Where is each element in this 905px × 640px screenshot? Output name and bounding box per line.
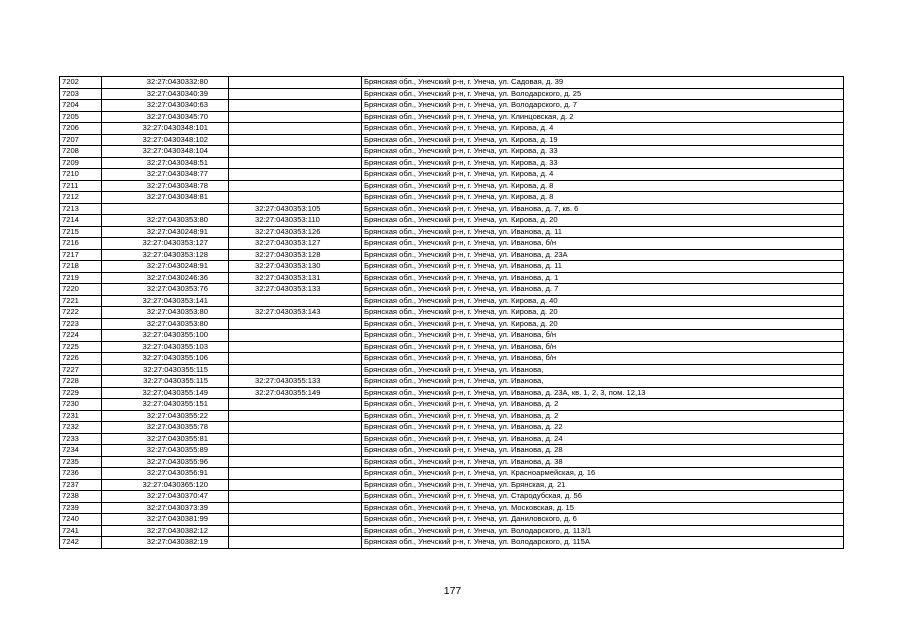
row-number-cell: 7219 bbox=[60, 272, 102, 284]
related-cadastral-number-cell bbox=[229, 111, 362, 123]
address-cell: Брянская обл., Унечский р-н, г. Унеча, ул. Володарского, д. 7 bbox=[362, 100, 844, 112]
table-row bbox=[60, 146, 844, 158]
address-cell: Брянская обл., Унечский р-н, г. Унеча, ул. Кирова, д. 20 bbox=[362, 307, 844, 319]
address-cell: Брянская обл., Унечский р-н, г. Унеча, ул. Кирова, д. 8 bbox=[362, 180, 844, 192]
row-number-cell: 7216 bbox=[60, 238, 102, 250]
cadastral-number-cell: 32:27:0430355:115 bbox=[102, 376, 229, 388]
table-row bbox=[60, 238, 844, 250]
table-row bbox=[60, 226, 844, 238]
table-row bbox=[60, 537, 844, 549]
related-cadastral-number-cell bbox=[229, 146, 362, 158]
address-cell: Брянская обл., Унечский р-н, г. Унеча, ул. Иванова, д. 2 bbox=[362, 399, 844, 411]
address-cell: Брянская обл., Унечский р-н, г. Унеча, ул. Иванова, д. 24 bbox=[362, 433, 844, 445]
related-cadastral-number-cell bbox=[229, 88, 362, 100]
cadastral-number-cell: 32:27:0430382:19 bbox=[102, 537, 229, 549]
table-row bbox=[60, 433, 844, 445]
related-cadastral-number-cell bbox=[229, 353, 362, 365]
related-cadastral-number-cell: 32:27:0430353:105 bbox=[229, 203, 362, 215]
row-number-cell: 7203 bbox=[60, 88, 102, 100]
address-cell: Брянская обл., Унечский р-н, г. Унеча, ул. Иванова, д. 23А bbox=[362, 249, 844, 261]
row-number-cell: 7240 bbox=[60, 514, 102, 526]
row-number-cell: 7222 bbox=[60, 307, 102, 319]
cadastral-number-cell: 32:27:0430355:106 bbox=[102, 353, 229, 365]
related-cadastral-number-cell bbox=[229, 157, 362, 169]
address-cell: Брянская обл., Унечский р-н, г. Унеча, ул. Иванова, б/н bbox=[362, 353, 844, 365]
page-number: 177 bbox=[443, 585, 462, 597]
row-number-cell: 7218 bbox=[60, 261, 102, 273]
cadastral-number-cell: 32:27:0430348:77 bbox=[102, 169, 229, 181]
cadastral-number-cell: 32:27:0430382:12 bbox=[102, 525, 229, 537]
address-cell: Брянская обл., Унечский р-н, г. Унеча, ул. Иванова, д. 28 bbox=[362, 445, 844, 457]
table-row bbox=[60, 157, 844, 169]
row-number-cell: 7239 bbox=[60, 502, 102, 514]
address-cell: Брянская обл., Унечский р-н, г. Унеча, ул. Кирова, д. 20 bbox=[362, 318, 844, 330]
registry-table bbox=[59, 76, 844, 549]
related-cadastral-number-cell: 32:27:0430353:110 bbox=[229, 215, 362, 227]
table-row bbox=[60, 468, 844, 480]
table-row bbox=[60, 261, 844, 273]
cadastral-number-cell: 32:27:0430355:100 bbox=[102, 330, 229, 342]
address-cell: Брянская обл., Унечский р-н, г. Унеча, ул. Иванова, д. 22 bbox=[362, 422, 844, 434]
row-number-cell: 7225 bbox=[60, 341, 102, 353]
cadastral-number-cell: 32:27:0430348:51 bbox=[102, 157, 229, 169]
cadastral-number-cell: 32:27:0430353:76 bbox=[102, 284, 229, 296]
row-number-cell: 7237 bbox=[60, 479, 102, 491]
row-number-cell: 7221 bbox=[60, 295, 102, 307]
cadastral-number-cell: 32:27:0430355:151 bbox=[102, 399, 229, 411]
table-row bbox=[60, 77, 844, 89]
table-row bbox=[60, 249, 844, 261]
address-cell: Брянская обл., Унечский р-н, г. Унеча, ул. Володарского, д. 113/1 bbox=[362, 525, 844, 537]
row-number-cell: 7234 bbox=[60, 445, 102, 457]
related-cadastral-number-cell: 32:27:0430353:131 bbox=[229, 272, 362, 284]
related-cadastral-number-cell bbox=[229, 192, 362, 204]
table-row bbox=[60, 88, 844, 100]
registry-table-body bbox=[60, 77, 844, 549]
cadastral-number-cell: 32:27:0430373:39 bbox=[102, 502, 229, 514]
related-cadastral-number-cell: 32:27:0430353:133 bbox=[229, 284, 362, 296]
address-cell: Брянская обл., Унечский р-н, г. Унеча, ул. Иванова, bbox=[362, 364, 844, 376]
row-number-cell: 7226 bbox=[60, 353, 102, 365]
cadastral-number-cell: 32:27:0430355:96 bbox=[102, 456, 229, 468]
related-cadastral-number-cell: 32:27:0430353:127 bbox=[229, 238, 362, 250]
cadastral-number-cell: 32:27:0430332:80 bbox=[102, 77, 229, 89]
related-cadastral-number-cell bbox=[229, 525, 362, 537]
cadastral-number-cell: 32:27:0430248:91 bbox=[102, 261, 229, 273]
table-row bbox=[60, 123, 844, 135]
cadastral-number-cell: 32:27:0430353:80 bbox=[102, 215, 229, 227]
related-cadastral-number-cell bbox=[229, 77, 362, 89]
related-cadastral-number-cell bbox=[229, 422, 362, 434]
row-number-cell: 7229 bbox=[60, 387, 102, 399]
cadastral-number-cell: 32:27:0430353:127 bbox=[102, 238, 229, 250]
cadastral-number-cell bbox=[102, 203, 229, 215]
related-cadastral-number-cell bbox=[229, 399, 362, 411]
cadastral-number-cell: 32:27:0430246:36 bbox=[102, 272, 229, 284]
row-number-cell: 7224 bbox=[60, 330, 102, 342]
table-row bbox=[60, 330, 844, 342]
cadastral-number-cell: 32:27:0430353:80 bbox=[102, 318, 229, 330]
address-cell: Брянская обл., Унечский р-н, г. Унеча, ул. Кирова, д. 19 bbox=[362, 134, 844, 146]
table-row bbox=[60, 502, 844, 514]
related-cadastral-number-cell: 32:27:0430355:133 bbox=[229, 376, 362, 388]
related-cadastral-number-cell: 32:27:0430353:126 bbox=[229, 226, 362, 238]
row-number-cell: 7232 bbox=[60, 422, 102, 434]
row-number-cell: 7210 bbox=[60, 169, 102, 181]
address-cell: Брянская обл., Унечский р-н, г. Унеча, ул. Иванова, bbox=[362, 376, 844, 388]
table-row bbox=[60, 364, 844, 376]
row-number-cell: 7235 bbox=[60, 456, 102, 468]
cadastral-number-cell: 32:27:0430348:78 bbox=[102, 180, 229, 192]
related-cadastral-number-cell bbox=[229, 410, 362, 422]
address-cell: Брянская обл., Унечский р-н, г. Унеча, ул. Иванова, б/н bbox=[362, 330, 844, 342]
cadastral-number-cell: 32:27:0430340:63 bbox=[102, 100, 229, 112]
cadastral-number-cell: 32:27:0430348:104 bbox=[102, 146, 229, 158]
cadastral-number-cell: 32:27:0430340:39 bbox=[102, 88, 229, 100]
address-cell: Брянская обл., Унечский р-н, г. Унеча, ул. Кирова, д. 4 bbox=[362, 123, 844, 135]
cadastral-number-cell: 32:27:0430345:70 bbox=[102, 111, 229, 123]
address-cell: Брянская обл., Унечский р-н, г. Унеча, ул. Кирова, д. 4 bbox=[362, 169, 844, 181]
row-number-cell: 7208 bbox=[60, 146, 102, 158]
table-row bbox=[60, 445, 844, 457]
cadastral-number-cell: 32:27:0430356:91 bbox=[102, 468, 229, 480]
table-row bbox=[60, 353, 844, 365]
related-cadastral-number-cell bbox=[229, 123, 362, 135]
cadastral-number-cell: 32:27:0430355:149 bbox=[102, 387, 229, 399]
table-row bbox=[60, 341, 844, 353]
row-number-cell: 7204 bbox=[60, 100, 102, 112]
related-cadastral-number-cell bbox=[229, 364, 362, 376]
address-cell: Брянская обл., Унечский р-н, г. Унеча, ул. Иванова, б/н bbox=[362, 238, 844, 250]
address-cell: Брянская обл., Унечский р-н, г. Унеча, ул. Кирова, д. 40 bbox=[362, 295, 844, 307]
related-cadastral-number-cell bbox=[229, 295, 362, 307]
related-cadastral-number-cell bbox=[229, 479, 362, 491]
address-cell: Брянская обл., Унечский р-н, г. Унеча, ул. Иванова, б/н bbox=[362, 341, 844, 353]
cadastral-number-cell: 32:27:0430355:78 bbox=[102, 422, 229, 434]
table-row bbox=[60, 387, 844, 399]
table-row bbox=[60, 284, 844, 296]
row-number-cell: 7241 bbox=[60, 525, 102, 537]
table-row bbox=[60, 479, 844, 491]
address-cell: Брянская обл., Унечский р-н, г. Унеча, ул. Иванова, д. 11 bbox=[362, 261, 844, 273]
table-row bbox=[60, 295, 844, 307]
cadastral-number-cell: 32:27:0430355:115 bbox=[102, 364, 229, 376]
table-row bbox=[60, 111, 844, 123]
address-cell: Брянская обл., Унечский р-н, г. Унеча, ул. Иванова, д. 11 bbox=[362, 226, 844, 238]
related-cadastral-number-cell: 32:27:0430355:149 bbox=[229, 387, 362, 399]
address-cell: Брянская обл., Унечский р-н, г. Унеча, ул. Стародубская, д. 56 bbox=[362, 491, 844, 503]
row-number-cell: 7231 bbox=[60, 410, 102, 422]
cadastral-number-cell: 32:27:0430355:81 bbox=[102, 433, 229, 445]
table-row bbox=[60, 376, 844, 388]
related-cadastral-number-cell bbox=[229, 330, 362, 342]
address-cell: Брянская обл., Унечский р-н, г. Унеча, ул. Иванова, д. 1 bbox=[362, 272, 844, 284]
address-cell: Брянская обл., Унечский р-н, г. Унеча, ул. Даниловского, д. 6 bbox=[362, 514, 844, 526]
table-row bbox=[60, 491, 844, 503]
table-row bbox=[60, 215, 844, 227]
row-number-cell: 7202 bbox=[60, 77, 102, 89]
cadastral-number-cell: 32:27:0430353:128 bbox=[102, 249, 229, 261]
address-cell: Брянская обл., Унечский р-н, г. Унеча, ул. Брянская, д. 21 bbox=[362, 479, 844, 491]
cadastral-number-cell: 32:27:0430353:141 bbox=[102, 295, 229, 307]
address-cell: Брянская обл., Унечский р-н, г. Унеча, ул. Иванова, д. 38 bbox=[362, 456, 844, 468]
related-cadastral-number-cell: 32:27:0430353:128 bbox=[229, 249, 362, 261]
address-cell: Брянская обл., Унечский р-н, г. Унеча, ул. Володарского, д. 115А bbox=[362, 537, 844, 549]
cadastral-number-cell: 32:27:0430355:89 bbox=[102, 445, 229, 457]
related-cadastral-number-cell bbox=[229, 134, 362, 146]
row-number-cell: 7214 bbox=[60, 215, 102, 227]
address-cell: Брянская обл., Унечский р-н, г. Унеча, ул. Клинцовская, д. 2 bbox=[362, 111, 844, 123]
table-row bbox=[60, 525, 844, 537]
table-row bbox=[60, 203, 844, 215]
row-number-cell: 7211 bbox=[60, 180, 102, 192]
table-row bbox=[60, 134, 844, 146]
address-cell: Брянская обл., Унечский р-н, г. Унеча, ул. Кирова, д. 8 bbox=[362, 192, 844, 204]
related-cadastral-number-cell bbox=[229, 318, 362, 330]
cadastral-number-cell: 32:27:0430370:47 bbox=[102, 491, 229, 503]
table-row bbox=[60, 169, 844, 181]
row-number-cell: 7205 bbox=[60, 111, 102, 123]
related-cadastral-number-cell bbox=[229, 180, 362, 192]
table-row bbox=[60, 272, 844, 284]
address-cell: Брянская обл., Унечский р-н, г. Унеча, ул. Красноармейская, д. 16 bbox=[362, 468, 844, 480]
table-row bbox=[60, 410, 844, 422]
table-row bbox=[60, 100, 844, 112]
cadastral-number-cell: 32:27:0430355:22 bbox=[102, 410, 229, 422]
address-cell: Брянская обл., Унечский р-н, г. Унеча, ул. Кирова, д. 33 bbox=[362, 146, 844, 158]
cadastral-number-cell: 32:27:0430355:103 bbox=[102, 341, 229, 353]
related-cadastral-number-cell bbox=[229, 341, 362, 353]
related-cadastral-number-cell bbox=[229, 169, 362, 181]
cadastral-number-cell: 32:27:0430381:99 bbox=[102, 514, 229, 526]
row-number-cell: 7206 bbox=[60, 123, 102, 135]
row-number-cell: 7220 bbox=[60, 284, 102, 296]
address-cell: Брянская обл., Унечский р-н, г. Унеча, ул. Московская, д. 15 bbox=[362, 502, 844, 514]
related-cadastral-number-cell bbox=[229, 514, 362, 526]
cadastral-number-cell: 32:27:0430353:80 bbox=[102, 307, 229, 319]
related-cadastral-number-cell bbox=[229, 433, 362, 445]
related-cadastral-number-cell bbox=[229, 100, 362, 112]
cadastral-number-cell: 32:27:0430348:81 bbox=[102, 192, 229, 204]
row-number-cell: 7242 bbox=[60, 537, 102, 549]
cadastral-number-cell: 32:27:0430248:91 bbox=[102, 226, 229, 238]
address-cell: Брянская обл., Унечский р-н, г. Унеча, ул. Кирова, д. 33 bbox=[362, 157, 844, 169]
table-row bbox=[60, 307, 844, 319]
row-number-cell: 7212 bbox=[60, 192, 102, 204]
row-number-cell: 7238 bbox=[60, 491, 102, 503]
row-number-cell: 7213 bbox=[60, 203, 102, 215]
table-row bbox=[60, 318, 844, 330]
address-cell: Брянская обл., Унечский р-н, г. Унеча, ул. Кирова, д. 20 bbox=[362, 215, 844, 227]
related-cadastral-number-cell bbox=[229, 468, 362, 480]
row-number-cell: 7236 bbox=[60, 468, 102, 480]
row-number-cell: 7227 bbox=[60, 364, 102, 376]
table-row bbox=[60, 192, 844, 204]
related-cadastral-number-cell bbox=[229, 445, 362, 457]
address-cell: Брянская обл., Унечский р-н, г. Унеча, ул. Иванова, д. 2 bbox=[362, 410, 844, 422]
table-row bbox=[60, 422, 844, 434]
table-row bbox=[60, 456, 844, 468]
row-number-cell: 7223 bbox=[60, 318, 102, 330]
address-cell: Брянская обл., Унечский р-н, г. Унеча, ул. Иванова, д. 7, кв. 6 bbox=[362, 203, 844, 215]
related-cadastral-number-cell bbox=[229, 537, 362, 549]
cadastral-number-cell: 32:27:0430348:101 bbox=[102, 123, 229, 135]
row-number-cell: 7207 bbox=[60, 134, 102, 146]
row-number-cell: 7228 bbox=[60, 376, 102, 388]
row-number-cell: 7230 bbox=[60, 399, 102, 411]
related-cadastral-number-cell: 32:27:0430353:143 bbox=[229, 307, 362, 319]
cadastral-number-cell: 32:27:0430365:120 bbox=[102, 479, 229, 491]
related-cadastral-number-cell bbox=[229, 456, 362, 468]
address-cell: Брянская обл., Унечский р-н, г. Унеча, ул. Садовая, д. 39 bbox=[362, 77, 844, 89]
address-cell: Брянская обл., Унечский р-н, г. Унеча, ул. Володарского, д. 25 bbox=[362, 88, 844, 100]
row-number-cell: 7233 bbox=[60, 433, 102, 445]
related-cadastral-number-cell bbox=[229, 502, 362, 514]
table-row bbox=[60, 399, 844, 411]
address-cell: Брянская обл., Унечский р-н, г. Унеча, ул. Иванова, д. 23А, кв. 1, 2, 3, пом. 12,13 bbox=[362, 387, 844, 399]
row-number-cell: 7215 bbox=[60, 226, 102, 238]
related-cadastral-number-cell bbox=[229, 491, 362, 503]
address-cell: Брянская обл., Унечский р-н, г. Унеча, ул. Иванова, д. 7 bbox=[362, 284, 844, 296]
table-row bbox=[60, 180, 844, 192]
cadastral-number-cell: 32:27:0430348:102 bbox=[102, 134, 229, 146]
related-cadastral-number-cell: 32:27:0430353:130 bbox=[229, 261, 362, 273]
row-number-cell: 7217 bbox=[60, 249, 102, 261]
row-number-cell: 7209 bbox=[60, 157, 102, 169]
table-row bbox=[60, 514, 844, 526]
